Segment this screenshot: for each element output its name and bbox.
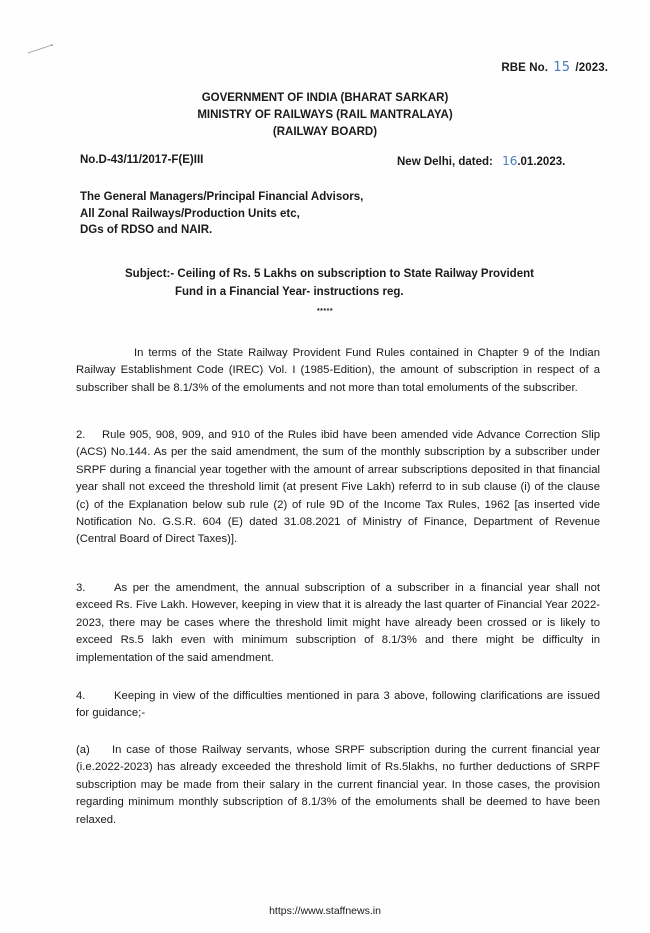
paragraph-1 — [76, 345, 600, 397]
clause-a-text: In case of those Railway servants, whose SRPF subscription during the current financial year (i.e.2022-2023) has already exceeded the threshold limit of Rs.5lakhs, no further deductions of SRPF subscription may be made from their salary in the current financial year. In those cases, the provision regarding minimum monthly subscription of 8.1/3% of the emoluments shall be deemed to have been relaxed. — [76, 744, 600, 826]
addressee-line-3: DGs of RDSO and NAIR. — [80, 224, 213, 236]
date-handwritten-day: 16 — [502, 154, 518, 168]
rbe-suffix: /2023. — [575, 62, 608, 74]
paragraph-4 — [76, 688, 600, 723]
paragraph-4-text: Keeping in view of the difficulties mentioned in para 3 above, following clarifications are issued for guidance;- — [76, 690, 600, 720]
paragraph-3 — [76, 580, 600, 667]
letterhead-line-2: MINISTRY OF RAILWAYS (RAIL MANTRALAYA) — [197, 109, 453, 121]
footer-url: https://www.staffnews.in — [269, 905, 381, 917]
reference-number: No.D-43/11/2017-F(E)III — [80, 154, 204, 166]
rbe-prefix: RBE No. — [501, 62, 549, 74]
letterhead-line-3: (RAILWAY BOARD) — [272, 126, 378, 138]
paragraph-2-text: Rule 905, 908, 909, and 910 of the Rules ibid have been amended vide Advance Correction Slip (ACS) No.144. As per the said amendment, the sum of the monthly subscription by a subscriber under SRPF during a financial year together with the amount of arrear subscriptions deposited in that financial year shall not exceed the threshold limit (at present Five Lakh) referrd to in sub clause (i) of the clause (c) of the Explanation below sub rule (2) of rule 9D of the Income Tax Rules, 1962 [as inserted vide Notification No. G.S.R. 604 (E) dated 31.08.2021 of Ministry of Finance, Department of Revenue (Central Board of Direct Taxes)]. — [76, 429, 600, 546]
clause-a — [76, 742, 600, 829]
paragraph-3-text: As per the amendment, the annual subscription of a subscriber in a financial year shall not exceed Rs. Five Lakh. However, keeping in view that it is already the last quarter of Financial Year 2022-2023, there may be cases where the threshold limit might have already been crossed or is likely to exceed Rs.5 lakh even with minimum subscription of 8.1/3% and there might be difficulty in implementation of the said amendment. — [76, 582, 600, 664]
clause-a-label: (a) — [76, 744, 90, 756]
paragraph-1-text: In terms of the State Railway Provident Fund Rules contained in Chapter 9 of the Indian Railway Establishment Code (IREC) Vol. I (1985-Edition), the amount of subscription in respect of a subscriber shall be 8.1/3% of the emoluments and not more than total emoluments of the subscriber. — [76, 347, 600, 394]
rbe-handwritten-number: 15 — [553, 60, 571, 75]
paragraph-3-number: 3. — [76, 582, 86, 594]
subject-line-2: Fund in a Financial Year- instructions reg. — [175, 286, 404, 298]
paragraph-2 — [76, 427, 600, 549]
date-line — [397, 154, 565, 168]
paragraph-4-number: 4. — [76, 690, 86, 702]
paragraph-2-number: 2. — [76, 429, 86, 441]
subject-line-1: Subject:- Ceiling of Rs. 5 Lakhs on subscription to State Railway Provident — [125, 268, 534, 280]
date-prefix: New Delhi, dated: — [397, 156, 493, 168]
pen-mark-icon — [26, 42, 56, 56]
addressee-block — [80, 189, 363, 239]
separator: ***** — [316, 308, 334, 315]
addressee-line-1: The General Managers/Principal Financial Advisors, — [80, 191, 364, 203]
letterhead — [0, 90, 650, 141]
date-suffix: .01.2023. — [517, 156, 566, 168]
subject-block — [125, 265, 605, 301]
reference-line — [80, 154, 608, 166]
addressee-line-2: All Zonal Railways/Production Units etc, — [80, 207, 300, 220]
letterhead-line-1: GOVERNMENT OF INDIA (BHARAT SARKAR) — [201, 92, 449, 104]
rbe-number — [501, 60, 608, 75]
